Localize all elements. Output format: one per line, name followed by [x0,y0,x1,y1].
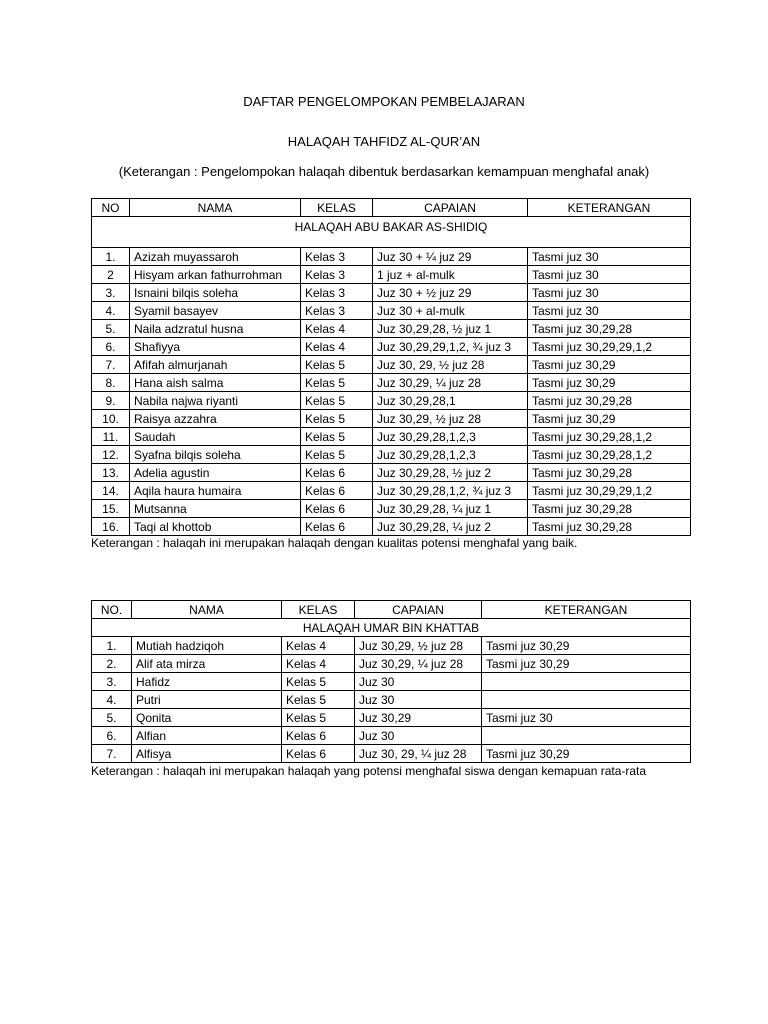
cell-nama: Taqi al khottob [130,518,301,536]
cell-capaian: Juz 30,29,28, ¼ juz 1 [373,500,528,518]
cell-nama: Alfisya [132,745,282,763]
cell-nama: Saudah [130,428,301,446]
header-nama: NAMA [130,199,301,217]
cell-capaian: Juz 30,29,28, ½ juz 2 [373,464,528,482]
cell-no: 1. [92,248,130,266]
cell-no: 1. [92,637,132,655]
cell-keterangan: Tasmi juz 30 [482,709,691,727]
cell-kelas: Kelas 4 [301,320,373,338]
cell-kelas: Kelas 5 [282,691,355,709]
header-capaian: CAPAIAN [355,601,482,619]
cell-nama: Hafidz [132,673,282,691]
header-capaian: CAPAIAN [373,199,528,217]
cell-no: 11. [92,428,130,446]
header-no: NO. [92,601,132,619]
cell-nama: Alif ata mirza [132,655,282,673]
cell-keterangan: Tasmi juz 30 [528,284,691,302]
cell-kelas: Kelas 4 [301,338,373,356]
cell-capaian: Juz 30,29, ½ juz 28 [373,410,528,428]
cell-kelas: Kelas 5 [282,709,355,727]
cell-no: 4. [92,302,130,320]
cell-keterangan: Tasmi juz 30 [528,302,691,320]
cell-capaian: Juz 30, 29, ¼ juz 28 [355,745,482,763]
cell-no: 5. [92,709,132,727]
table-row [92,691,691,709]
cell-kelas: Kelas 4 [282,637,355,655]
cell-keterangan: Tasmi juz 30,29,28 [528,500,691,518]
table-row [92,518,691,536]
cell-capaian: Juz 30 + ½ juz 29 [373,284,528,302]
cell-capaian: Juz 30,29,29,1,2, ¾ juz 3 [373,338,528,356]
cell-no: 2 [92,266,130,284]
table-row [92,410,691,428]
header-kelas: KELAS [301,199,373,217]
cell-nama: Afifah almurjanah [130,356,301,374]
header-keterangan: KETERANGAN [528,199,691,217]
table-row [92,482,691,500]
cell-nama: Azizah muyassaroh [130,248,301,266]
cell-keterangan: Tasmi juz 30 [528,266,691,284]
cell-keterangan: Tasmi juz 30,29 [482,637,691,655]
cell-no: 7. [92,745,132,763]
table-row [92,302,691,320]
cell-keterangan: Tasmi juz 30,29 [482,745,691,763]
table-row [92,637,691,655]
cell-kelas: Kelas 3 [301,284,373,302]
cell-nama: Naila adzratul husna [130,320,301,338]
cell-nama: Putri [132,691,282,709]
table-note: Keterangan : halaqah ini merupakan halaqah dengan kualitas potensi menghafal yang baik. [91,536,578,550]
cell-nama: Syamil basayev [130,302,301,320]
document-subtitle: HALAQAH TAHFIDZ AL-QUR’AN [287,134,481,149]
cell-no: 8. [92,374,130,392]
table-row [92,709,691,727]
cell-nama: Raisya azzahra [130,410,301,428]
cell-kelas: Kelas 3 [301,248,373,266]
table-row [92,727,691,745]
cell-nama: Adelia agustin [130,464,301,482]
table-row [92,248,691,266]
cell-capaian: Juz 30,29,28, ¼ juz 2 [373,518,528,536]
cell-keterangan: Tasmi juz 30,29,28,1,2 [528,428,691,446]
table-caption-row [92,217,691,248]
table-row [92,284,691,302]
cell-kelas: Kelas 5 [301,392,373,410]
table-caption: HALAQAH UMAR BIN KHATTAB [92,619,691,637]
cell-nama: Aqila haura humaira [130,482,301,500]
table-abu-bakar [91,198,691,536]
table-row [92,655,691,673]
cell-keterangan: Tasmi juz 30,29,28,1,2 [528,446,691,464]
cell-kelas: Kelas 5 [301,410,373,428]
cell-nama: Qonita [132,709,282,727]
cell-keterangan: Tasmi juz 30,29,28 [528,464,691,482]
table-row [92,745,691,763]
cell-nama: Hisyam arkan fathurrohman [130,266,301,284]
cell-capaian: Juz 30,29,28,1,2,3 [373,446,528,464]
cell-no: 9. [92,392,130,410]
table-row [92,446,691,464]
table-header [92,601,691,619]
cell-keterangan: Tasmi juz 30,29,28 [528,518,691,536]
cell-kelas: Kelas 5 [301,428,373,446]
cell-no: 7. [92,356,130,374]
cell-kelas: Kelas 6 [301,482,373,500]
cell-capaian: Juz 30,29, ½ juz 28 [355,637,482,655]
cell-capaian: Juz 30 [355,673,482,691]
cell-no: 12. [92,446,130,464]
cell-nama: Hana aish salma [130,374,301,392]
cell-nama: Nabila najwa riyanti [130,392,301,410]
cell-nama: Mutsanna [130,500,301,518]
table-caption-row [92,619,691,637]
cell-keterangan: Tasmi juz 30,29,29,1,2 [528,482,691,500]
cell-capaian: Juz 30 + al-mulk [373,302,528,320]
cell-keterangan [482,673,691,691]
cell-capaian: Juz 30, 29, ½ juz 28 [373,356,528,374]
cell-capaian: Juz 30,29, ¼ juz 28 [355,655,482,673]
header-keterangan: KETERANGAN [482,601,691,619]
cell-keterangan: Tasmi juz 30,29,28 [528,392,691,410]
table-row [92,356,691,374]
cell-keterangan [482,691,691,709]
table-row [92,500,691,518]
cell-no: 2. [92,655,132,673]
cell-kelas: Kelas 5 [301,374,373,392]
cell-capaian: Juz 30,29,28,1,2, ¾ juz 3 [373,482,528,500]
cell-capaian: Juz 30,29, ¼ juz 28 [373,374,528,392]
table-note: Keterangan : halaqah ini merupakan halaqah yang potensi menghafal siswa dengan kemapuan rata-rata [91,764,647,778]
cell-no: 5. [92,320,130,338]
cell-kelas: Kelas 6 [282,745,355,763]
table-row [92,374,691,392]
cell-kelas: Kelas 4 [282,655,355,673]
cell-no: 10. [92,410,130,428]
header-nama: NAMA [132,601,282,619]
cell-kelas: Kelas 5 [282,673,355,691]
cell-nama: Syafna bilqis soleha [130,446,301,464]
document-description: (Keterangan : Pengelompokan halaqah dibentuk berdasarkan kemampuan menghafal anak) [118,164,650,179]
cell-no: 14. [92,482,130,500]
cell-nama: Alfian [132,727,282,745]
cell-keterangan [482,727,691,745]
cell-keterangan: Tasmi juz 30,29,28 [528,320,691,338]
table-header [92,199,691,217]
table-row [92,392,691,410]
cell-nama: Mutiah hadziqoh [132,637,282,655]
table-caption: HALAQAH ABU BAKAR AS-SHIDIQ [92,217,691,248]
document-title: DAFTAR PENGELOMPOKAN PEMBELAJARAN [243,94,525,109]
table-row [92,320,691,338]
cell-no: 15. [92,500,130,518]
cell-capaian: Juz 30,29,28,1 [373,392,528,410]
table-header-row [92,601,691,619]
cell-capaian: Juz 30 [355,727,482,745]
table-row [92,428,691,446]
cell-no: 13. [92,464,130,482]
table-row [92,673,691,691]
cell-capaian: Juz 30,29 [355,709,482,727]
table-umar-bin-khattab [91,600,691,763]
cell-kelas: Kelas 3 [301,302,373,320]
cell-no: 16. [92,518,130,536]
cell-capaian: 1 juz + al-mulk [373,266,528,284]
cell-kelas: Kelas 6 [301,464,373,482]
table-row [92,266,691,284]
cell-no: 3. [92,284,130,302]
cell-nama: Shafiyya [130,338,301,356]
cell-no: 6. [92,727,132,745]
cell-kelas: Kelas 5 [301,356,373,374]
cell-capaian: Juz 30 + ¼ juz 29 [373,248,528,266]
cell-keterangan: Tasmi juz 30,29 [482,655,691,673]
cell-capaian: Juz 30 [355,691,482,709]
table-header-row [92,199,691,217]
cell-kelas: Kelas 6 [282,727,355,745]
table-body [92,248,691,536]
cell-kelas: Kelas 3 [301,266,373,284]
cell-no: 6. [92,338,130,356]
table-row [92,338,691,356]
cell-keterangan: Tasmi juz 30,29 [528,410,691,428]
cell-no: 4. [92,691,132,709]
cell-keterangan: Tasmi juz 30,29,29,1,2 [528,338,691,356]
cell-kelas: Kelas 6 [301,518,373,536]
cell-no: 3. [92,673,132,691]
cell-nama: Isnaini bilqis soleha [130,284,301,302]
table-row [92,464,691,482]
cell-capaian: Juz 30,29,28,1,2,3 [373,428,528,446]
cell-kelas: Kelas 6 [301,500,373,518]
cell-keterangan: Tasmi juz 30,29 [528,374,691,392]
cell-keterangan: Tasmi juz 30 [528,248,691,266]
cell-capaian: Juz 30,29,28, ½ juz 1 [373,320,528,338]
table-body [92,637,691,763]
header-kelas: KELAS [282,601,355,619]
cell-kelas: Kelas 5 [301,446,373,464]
cell-keterangan: Tasmi juz 30,29 [528,356,691,374]
header-no: NO [92,199,130,217]
